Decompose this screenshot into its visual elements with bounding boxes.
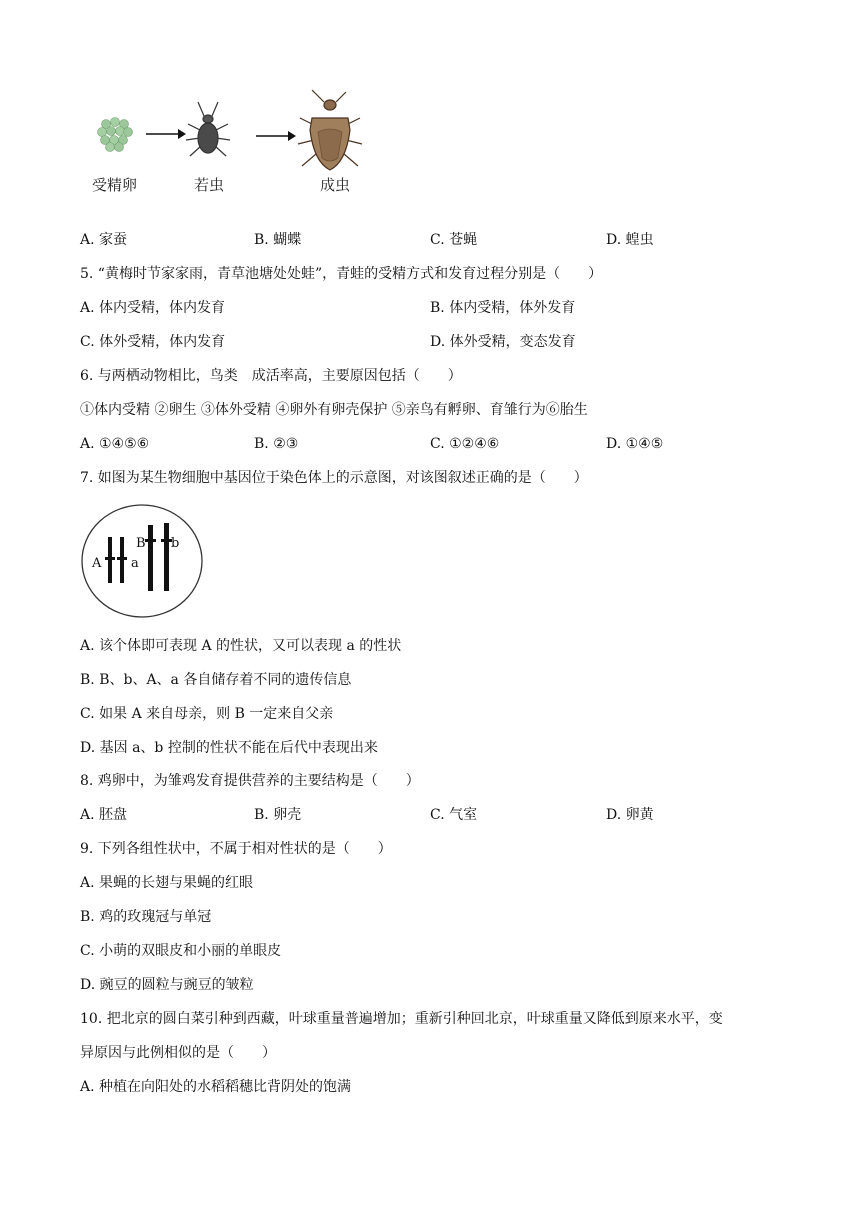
centromere — [117, 557, 127, 560]
gene-label-B: B — [136, 536, 146, 551]
adult-label: 成虫 — [320, 176, 351, 194]
q5-option-a: A. 体内受精，体内发育 — [80, 300, 226, 316]
q4-option-d: D. 蝗虫 — [606, 232, 654, 248]
q10-stem-line1: 10. 把北京的圆白菜引种到西藏，叶球重量普遍增加；重新引种回北京，叶球重量又降低到原来水平，变 — [80, 1011, 723, 1027]
q5-option-b: B. 体内受精，体外发育 — [430, 300, 576, 316]
chromosome-diagram — [80, 503, 208, 621]
q7-option-c: C. 如果 A 来自母亲，则 B 一定来自父亲 — [80, 706, 334, 722]
egg-label: 受精卵 — [92, 176, 138, 194]
q5-stem: 5. “黄梅时节家家雨，青草池塘处处蛙”，青蛙的受精方式和发育过程分别是（ ） — [80, 266, 603, 282]
insect-development-figure — [80, 88, 380, 198]
q7-stem: 7. 如图为某生物细胞中基因位于染色体上的示意图，对该图叙述正确的是（ ） — [80, 470, 588, 486]
chromosome-cell-figure — [80, 503, 208, 621]
q6-option-b: B. ②③ — [254, 436, 299, 452]
q6-stem: 6. 与两栖动物相比，鸟类 成活率高，主要原因包括（ ） — [80, 368, 462, 384]
q8-option-b: B. 卵壳 — [254, 807, 302, 823]
q7-option-b: B. B、b、A、a 各自储存着不同的遗传信息 — [80, 672, 352, 688]
q9-option-b: B. 鸡的玫瑰冠与单冠 — [80, 909, 212, 925]
nymph-label: 若虫 — [194, 176, 225, 194]
q10-stem-line2: 异原因与此例相似的是（ ） — [80, 1045, 276, 1061]
q9-option-c: C. 小萌的双眼皮和小丽的单眼皮 — [80, 943, 282, 959]
q5-option-d: D. 体外受精，变态发育 — [430, 334, 576, 350]
q8-option-d: D. 卵黄 — [606, 807, 654, 823]
q6-option-c: C. ①②④⑥ — [430, 436, 500, 452]
nymph-icon — [186, 102, 230, 156]
q9-option-a: A. 果蝇的长翅与果蝇的红眼 — [80, 875, 254, 891]
q9-option-d: D. 豌豆的圆粒与豌豆的皱粒 — [80, 977, 254, 993]
q7-option-d: D. 基因 a、b 控制的性状不能在后代中表现出来 — [80, 740, 378, 756]
q8-option-c: C. 气室 — [430, 807, 478, 823]
chromosome — [148, 525, 153, 591]
q7-option-a: A. 该个体即可表现 A 的性状，又可以表现 a 的性状 — [80, 638, 402, 654]
gene-label-b: b — [171, 536, 180, 551]
arrow-right-icon — [256, 131, 296, 141]
q5-option-c: C. 体外受精，体内发育 — [80, 334, 226, 350]
q9-stem: 9. 下列各组性状中，不属于相对性状的是（ ） — [80, 841, 392, 857]
gene-label-A: A — [92, 556, 102, 571]
adult-insect-icon — [298, 90, 362, 170]
egg-cluster-icon — [98, 118, 133, 152]
gene-label-a: a — [131, 556, 139, 571]
chromosome — [164, 523, 169, 591]
arrow-right-icon — [146, 129, 186, 139]
q4-option-a: A. 家蚕 — [80, 232, 128, 248]
q8-stem: 8. 鸡卵中，为雏鸡发育提供营养的主要结构是（ ） — [80, 773, 420, 789]
q6-items: ①体内受精 ②卵生 ③体外受精 ④卵外有卵壳保护 ⑤亲鸟有孵卵、育雏行为⑥胎生 — [80, 402, 588, 418]
q8-option-a: A. 胚盘 — [80, 807, 128, 823]
q4-option-c: C. 苍蝇 — [430, 232, 478, 248]
centromere — [145, 539, 156, 542]
q6-option-d: D. ①④⑤ — [606, 436, 664, 452]
q10-option-a: A. 种植在向阳处的水稻稻穗比背阴处的饱满 — [80, 1079, 352, 1095]
centromere — [105, 557, 115, 560]
q4-option-b: B. 蝴蝶 — [254, 232, 302, 248]
q6-option-a: A. ①④⑤⑥ — [80, 436, 150, 452]
